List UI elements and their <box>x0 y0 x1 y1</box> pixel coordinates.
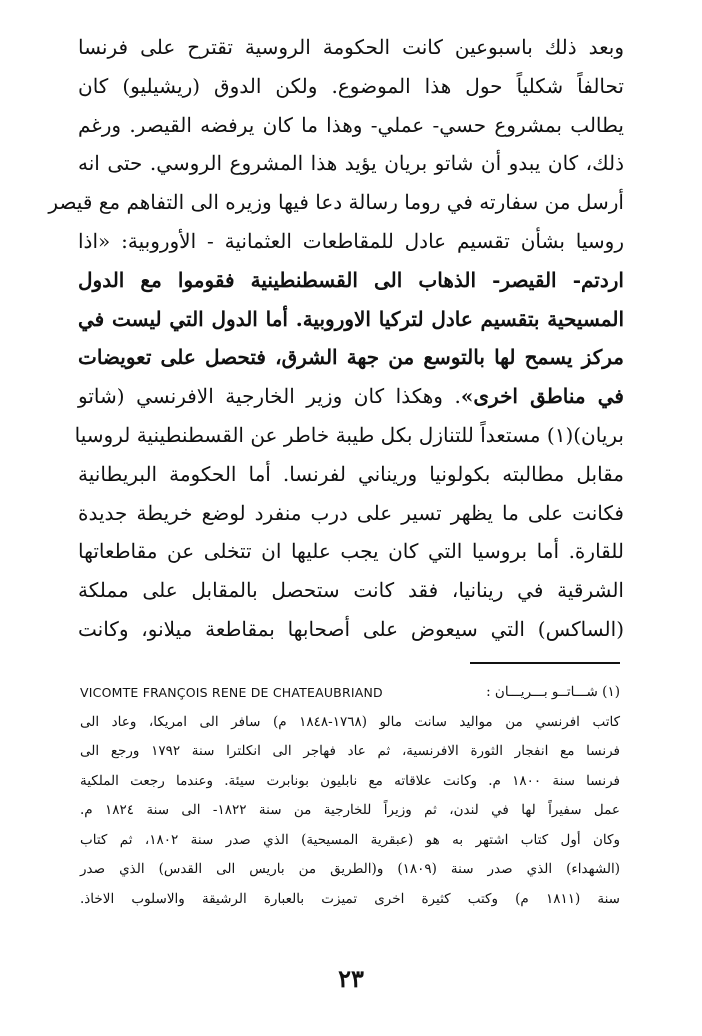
text-line <box>78 222 624 261</box>
text-line <box>78 144 624 183</box>
text-line <box>78 494 624 533</box>
footnote-line: كاتب افرنسي من مواليد سانت مالو (١٧٦٨-١٨٤٨ م) سافر الى امريكا، وعاد الى <box>80 713 620 730</box>
text-segment: للقارة. أما بروسيا التي كان يجب عليها ان تتخلى عن مقاطعاتها <box>78 539 624 564</box>
text-segment: يطالب بمشروع حسي- عملي- وهذا ما كان يرفضه القيصر. ورغم <box>78 112 624 137</box>
footnotes <box>80 678 620 914</box>
text-line <box>48 183 624 222</box>
text-line <box>78 571 624 610</box>
text-line <box>78 28 624 67</box>
text-line <box>78 455 624 494</box>
text-line <box>78 532 624 571</box>
text-segment: بريان)(١) مستعداً للتنازل بكل طيبة خاطر عن القسطنطينية لروسيا <box>74 422 624 447</box>
text-segment: في مناطق اخرى» <box>460 384 624 409</box>
footnote-divider <box>470 662 620 664</box>
text-segment: مقابل مطالبته بكولونيا وريناني لفرنسا. أما الحكومة البريطانية <box>78 461 624 486</box>
text-segment: تحالفاً شكلياً حول هذا الموضوع. ولكن الدوق (ريشيليو) كان <box>78 73 624 98</box>
footnote-name-arabic: شـــاتــو بـــريـــان : <box>486 684 598 700</box>
footnote-line: فرنسا مع انفجار الثورة الافرنسية، ثم عاد فهاجر الى انكلترا سنة ١٧٩٢ ورجع الى <box>80 743 620 759</box>
text-line <box>78 106 624 145</box>
text-segment: فكانت على ما يظهر تسير على درب منفرد لوضع خريطة جديدة <box>78 500 624 525</box>
text-line <box>78 338 624 377</box>
text-segment: وبعد ذلك باسبوعين كانت الحكومة الروسية تقترح على فرنسا <box>78 35 624 59</box>
text-line <box>78 300 624 339</box>
footnote-line: (الشهداء) الذي صدر سنة (١٨٠٩) و(الطريق من باريس الى القدس) الذي صدر <box>80 861 620 877</box>
text-line <box>78 377 624 416</box>
text-line <box>78 67 624 106</box>
text-segment: الشرقية في رينانيا، فقد كانت ستحصل بالمقابل على مملكة <box>78 578 624 603</box>
footnote-heading <box>80 678 620 708</box>
footnote-body <box>80 708 620 915</box>
text-segment: (الساكس) التي سيعوض على أصحابها بمقاطعة ميلانو، وكانت <box>78 616 624 641</box>
text-segment: ذلك، كان يبدو أن شاتو بريان يؤيد هذا المشروع الروسي. حتى انه <box>78 151 624 176</box>
footnote-line: وكان أول كتاب اشتهر به هو (عبقرية المسيحية) الذي صدر سنة ١٨٠٢، ثم كتاب <box>80 831 620 848</box>
text-segment: . وهكذا كان وزير الخارجية الافرنسي (شاتو <box>78 384 461 409</box>
text-segment: روسيا بشأن تقسيم عادل للمقاطعات العثمانية - الأوروبية: «اذا <box>78 228 624 253</box>
footnote-line: فرنسا سنة ١٨٠٠ م. وكانت علاقاته مع نابليون بونابرت سيئة. وعندما رجعت الملكية <box>80 772 621 789</box>
footnote-marker: (١) <box>602 684 620 700</box>
text-segment: المسيحية بتقسيم عادل لتركيا الاوروبية. أما الدول التي ليست في <box>78 306 624 331</box>
main-text <box>48 28 624 649</box>
text-segment: أرسل من سفارته في روما رسالة دعا فيها وزيره الى التفاهم مع قيصر <box>48 190 624 215</box>
text-line <box>74 416 624 455</box>
text-line <box>78 261 624 300</box>
text-segment: مركز يسمح لها بالتوسع من جهة الشرق، فتحصل على تعويضات <box>78 345 624 370</box>
page-number: ٢٣ <box>338 964 364 993</box>
footnote-line: سنة (١٨١١ م) وكتب كثيرة اخرى تميزت بالعبارة الرشيقة والاسلوب الاخاذ. <box>80 890 620 907</box>
text-line <box>78 610 624 649</box>
footnote-name-latin: VICOMTE FRANÇOIS RENE DE CHATEAUBRIAND <box>80 685 383 700</box>
text-segment: اردتم- القيصر- الذهاب الى القسطنطينية فقوموا مع الدول <box>78 267 624 292</box>
footnote-line: عمل سفيراً لها في لندن، ثم وزيراً للخارجية من سنة ١٨٢٢- الى سنة ١٨٢٤ م. <box>80 802 620 818</box>
